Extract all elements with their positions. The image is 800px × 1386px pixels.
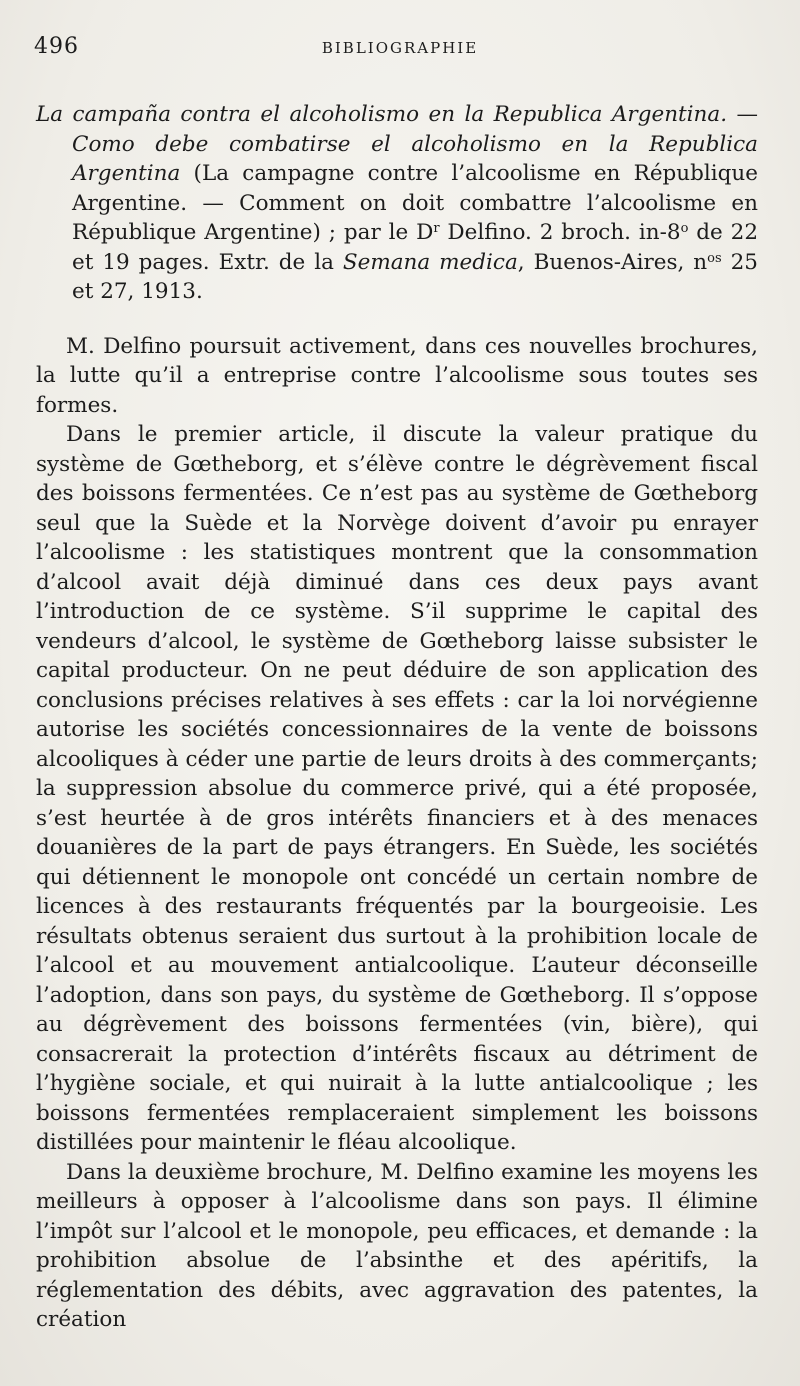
paragraph-first-article: Dans le premier article, il discute la valeur pratique du système de Gœtheborg, et s’élève contre le dégrèvement fiscal des boissons fermentées. Ce n’est pas au système de Gœtheborg seul que la Suède et la Norvège doivent d’avoir pu enrayer l’alcoolisme : les statistiques montrent que la consommation d’alcool avait déjà diminué dans ces deux pays avant l’introduction de ce système. S’il supprime le capital des vendeurs d’alcool, le système de Gœtheborg laisse subsister le capital producteur. On ne peut déduire de son application des conclusions précises relatives à ses effets : car la loi norvégienne autorise les sociétés concessionnaires de la vente de boissons alcooliques à céder une partie de leurs droits à des commerçants; la suppression absolue du commerce privé, qui a été proposée, s’est heurtée à de gros intérêts financiers et à des menaces douanières de la part de pays étrangers. En Suède, les sociétés qui détiennent le monopole ont concédé un certain nombre de licences à des restaurants fréquentés par la bourgeoisie. Les résultats obtenus seraient dus surtout à la prohibition locale de l’alcool et au mouvement antialcoolique. L’auteur déconseille l’adoption, dans son pays, du système de Gœtheborg. Il s’oppose au dégrèvement des boissons fermentées (vin, bière), qui consacrerait la protection d’intérêts fiscaux au détriment de l’hygiène sociale, et qui nuirait à la lutte antialcoolique ; les boissons fermentées remplaceraient simplement les boissons distillées pour maintenir le fléau alcoolique. bbox=[36, 422, 758, 1155]
entry-title-spanish-1: La campaña contra el alcoholismo en la Republica Argentina. bbox=[36, 102, 728, 127]
entry-journal: Semana medica bbox=[342, 249, 518, 275]
page-number: 496 bbox=[34, 34, 79, 59]
entry-extract-2: , Buenos-Aires, n bbox=[517, 249, 708, 275]
entry-extract-1: de 22 et 19 pages. Extr. de la bbox=[72, 220, 758, 275]
entry-title-spanish-2: Como debe combatirse el alcoholismo en la Republica Argentina bbox=[72, 131, 758, 186]
running-head bbox=[34, 34, 766, 64]
paragraph-second-brochure: Dans la deuxième brochure, M. Delfino examine les moyens les meilleurs à opposer à l’alcoolisme dans son pays. Il élimine l’impôt sur l’alcool et le monopole, peu efficaces, et demande : la prohibition absolue de l’absinthe et des apéritifs, la réglementation des débits, avec aggravation des patentes, la création bbox=[36, 1159, 758, 1332]
superscript-r: r bbox=[433, 221, 440, 236]
paragraph-intro: M. Delfino poursuit activement, dans ces nouvelles brochures, la lutte qu’il a entreprise contre l’alcoolisme sous toutes ses formes. bbox=[36, 333, 758, 418]
entry-dash: — bbox=[727, 102, 758, 127]
entry-author: Delfino. 2 broch. in-8 bbox=[439, 220, 681, 245]
section-title: BIBLIOGRAPHIE bbox=[321, 39, 479, 57]
superscript-os: os bbox=[707, 250, 722, 266]
entry-extract-3: 25 et 27, 1913. bbox=[72, 249, 758, 304]
superscript-o: o bbox=[680, 221, 689, 236]
entry-translation: (La campagne contre l’alcoolisme en République Argentine. — Comment on doit combattre l’alcoolisme en République Argentine) ; par le D bbox=[72, 161, 758, 245]
page-body bbox=[36, 100, 758, 1335]
bibliographic-entry bbox=[36, 100, 758, 307]
